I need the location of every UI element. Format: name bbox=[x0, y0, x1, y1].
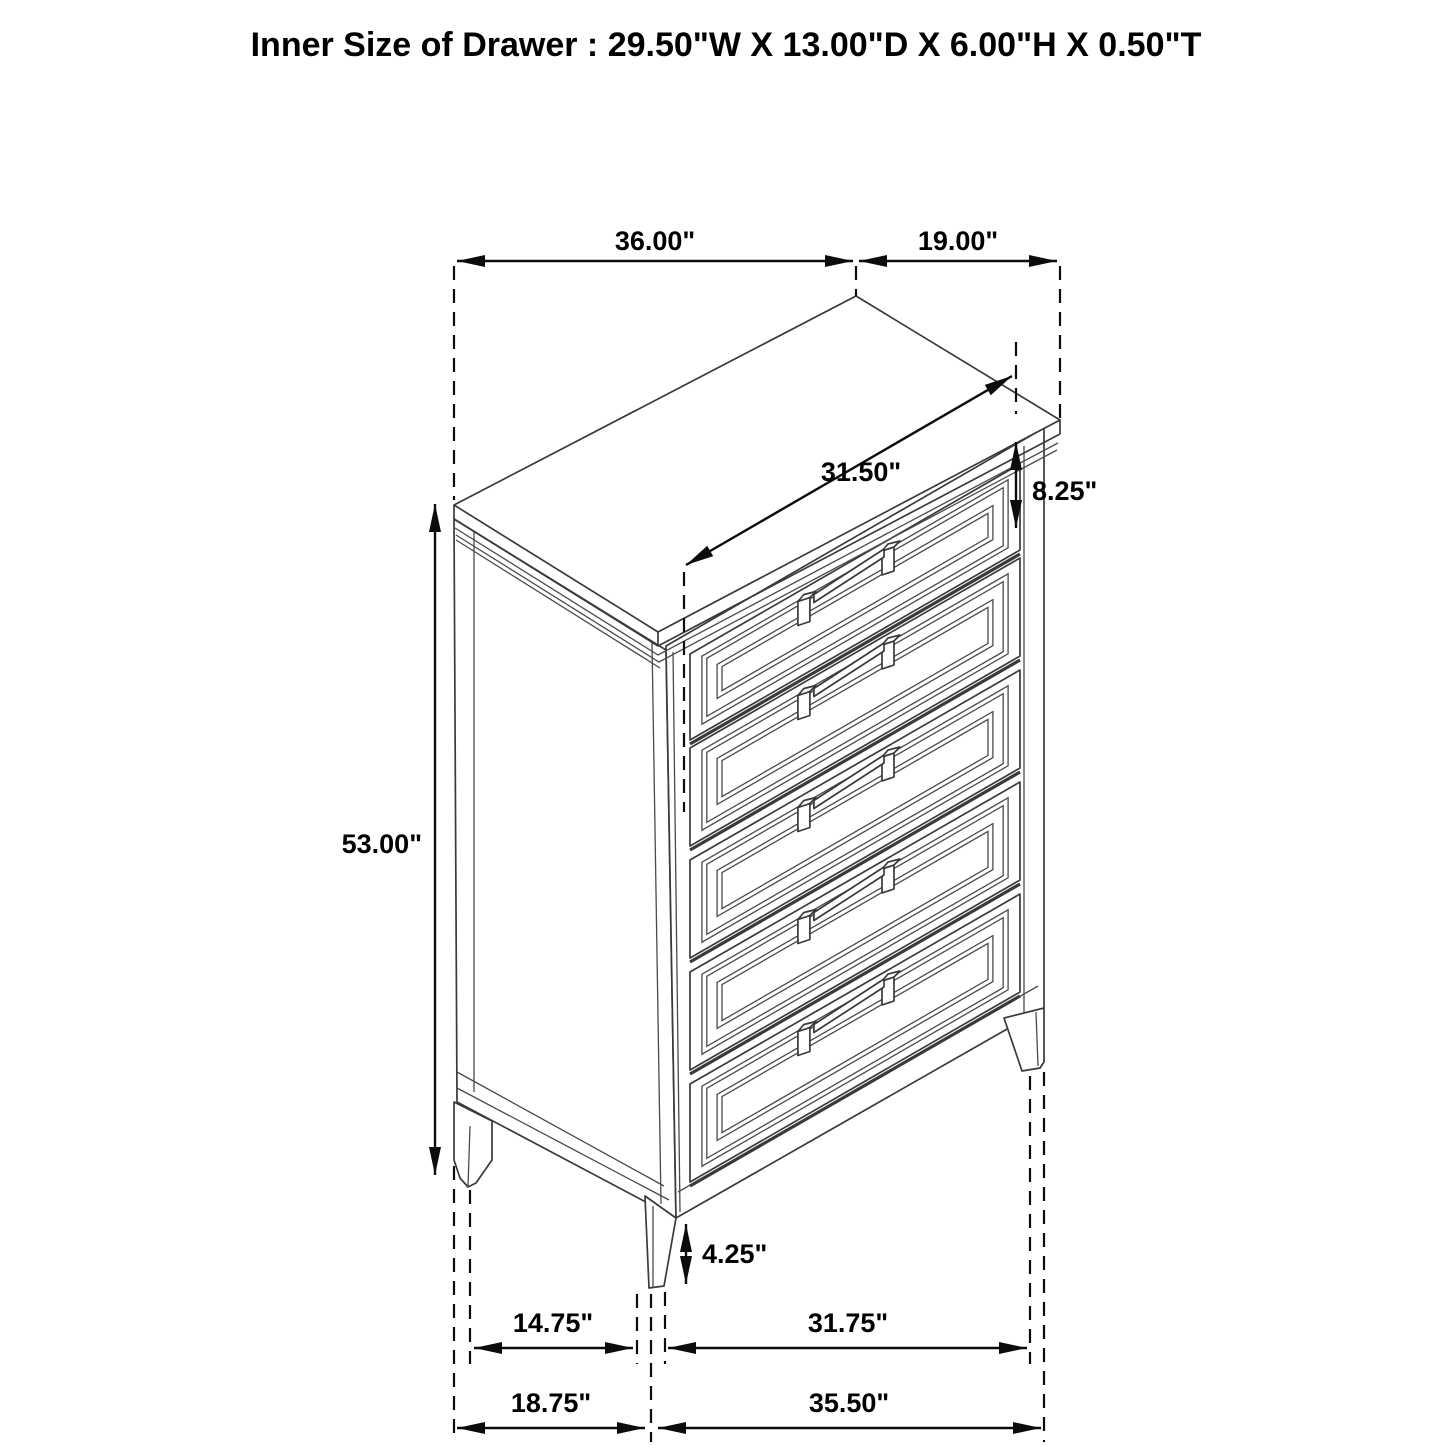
label-bottom-side-outer: 18.75" bbox=[510, 1388, 592, 1418]
label-top-inner-width: 31.50" bbox=[820, 457, 902, 487]
label-top-depth: 19.00" bbox=[917, 226, 999, 256]
label-bottom-front-inner: 31.75" bbox=[807, 1308, 889, 1338]
cabinet-drawing bbox=[454, 296, 1060, 1288]
label-bottom-side-inner: 14.75" bbox=[512, 1308, 594, 1338]
label-top-width: 36.00" bbox=[614, 226, 696, 256]
cabinet-left-side-panel bbox=[454, 519, 676, 1218]
diagram-title: Inner Size of Drawer : 29.50"W X 13.00"D X 6.00"H X 0.50"T bbox=[250, 26, 1202, 64]
label-bottom-front-outer: 35.50" bbox=[808, 1388, 890, 1418]
label-top-drawer-height: 8.25" bbox=[1032, 476, 1098, 506]
label-overall-height: 53.00" bbox=[341, 829, 422, 859]
label-leg-height: 4.25" bbox=[702, 1239, 768, 1269]
